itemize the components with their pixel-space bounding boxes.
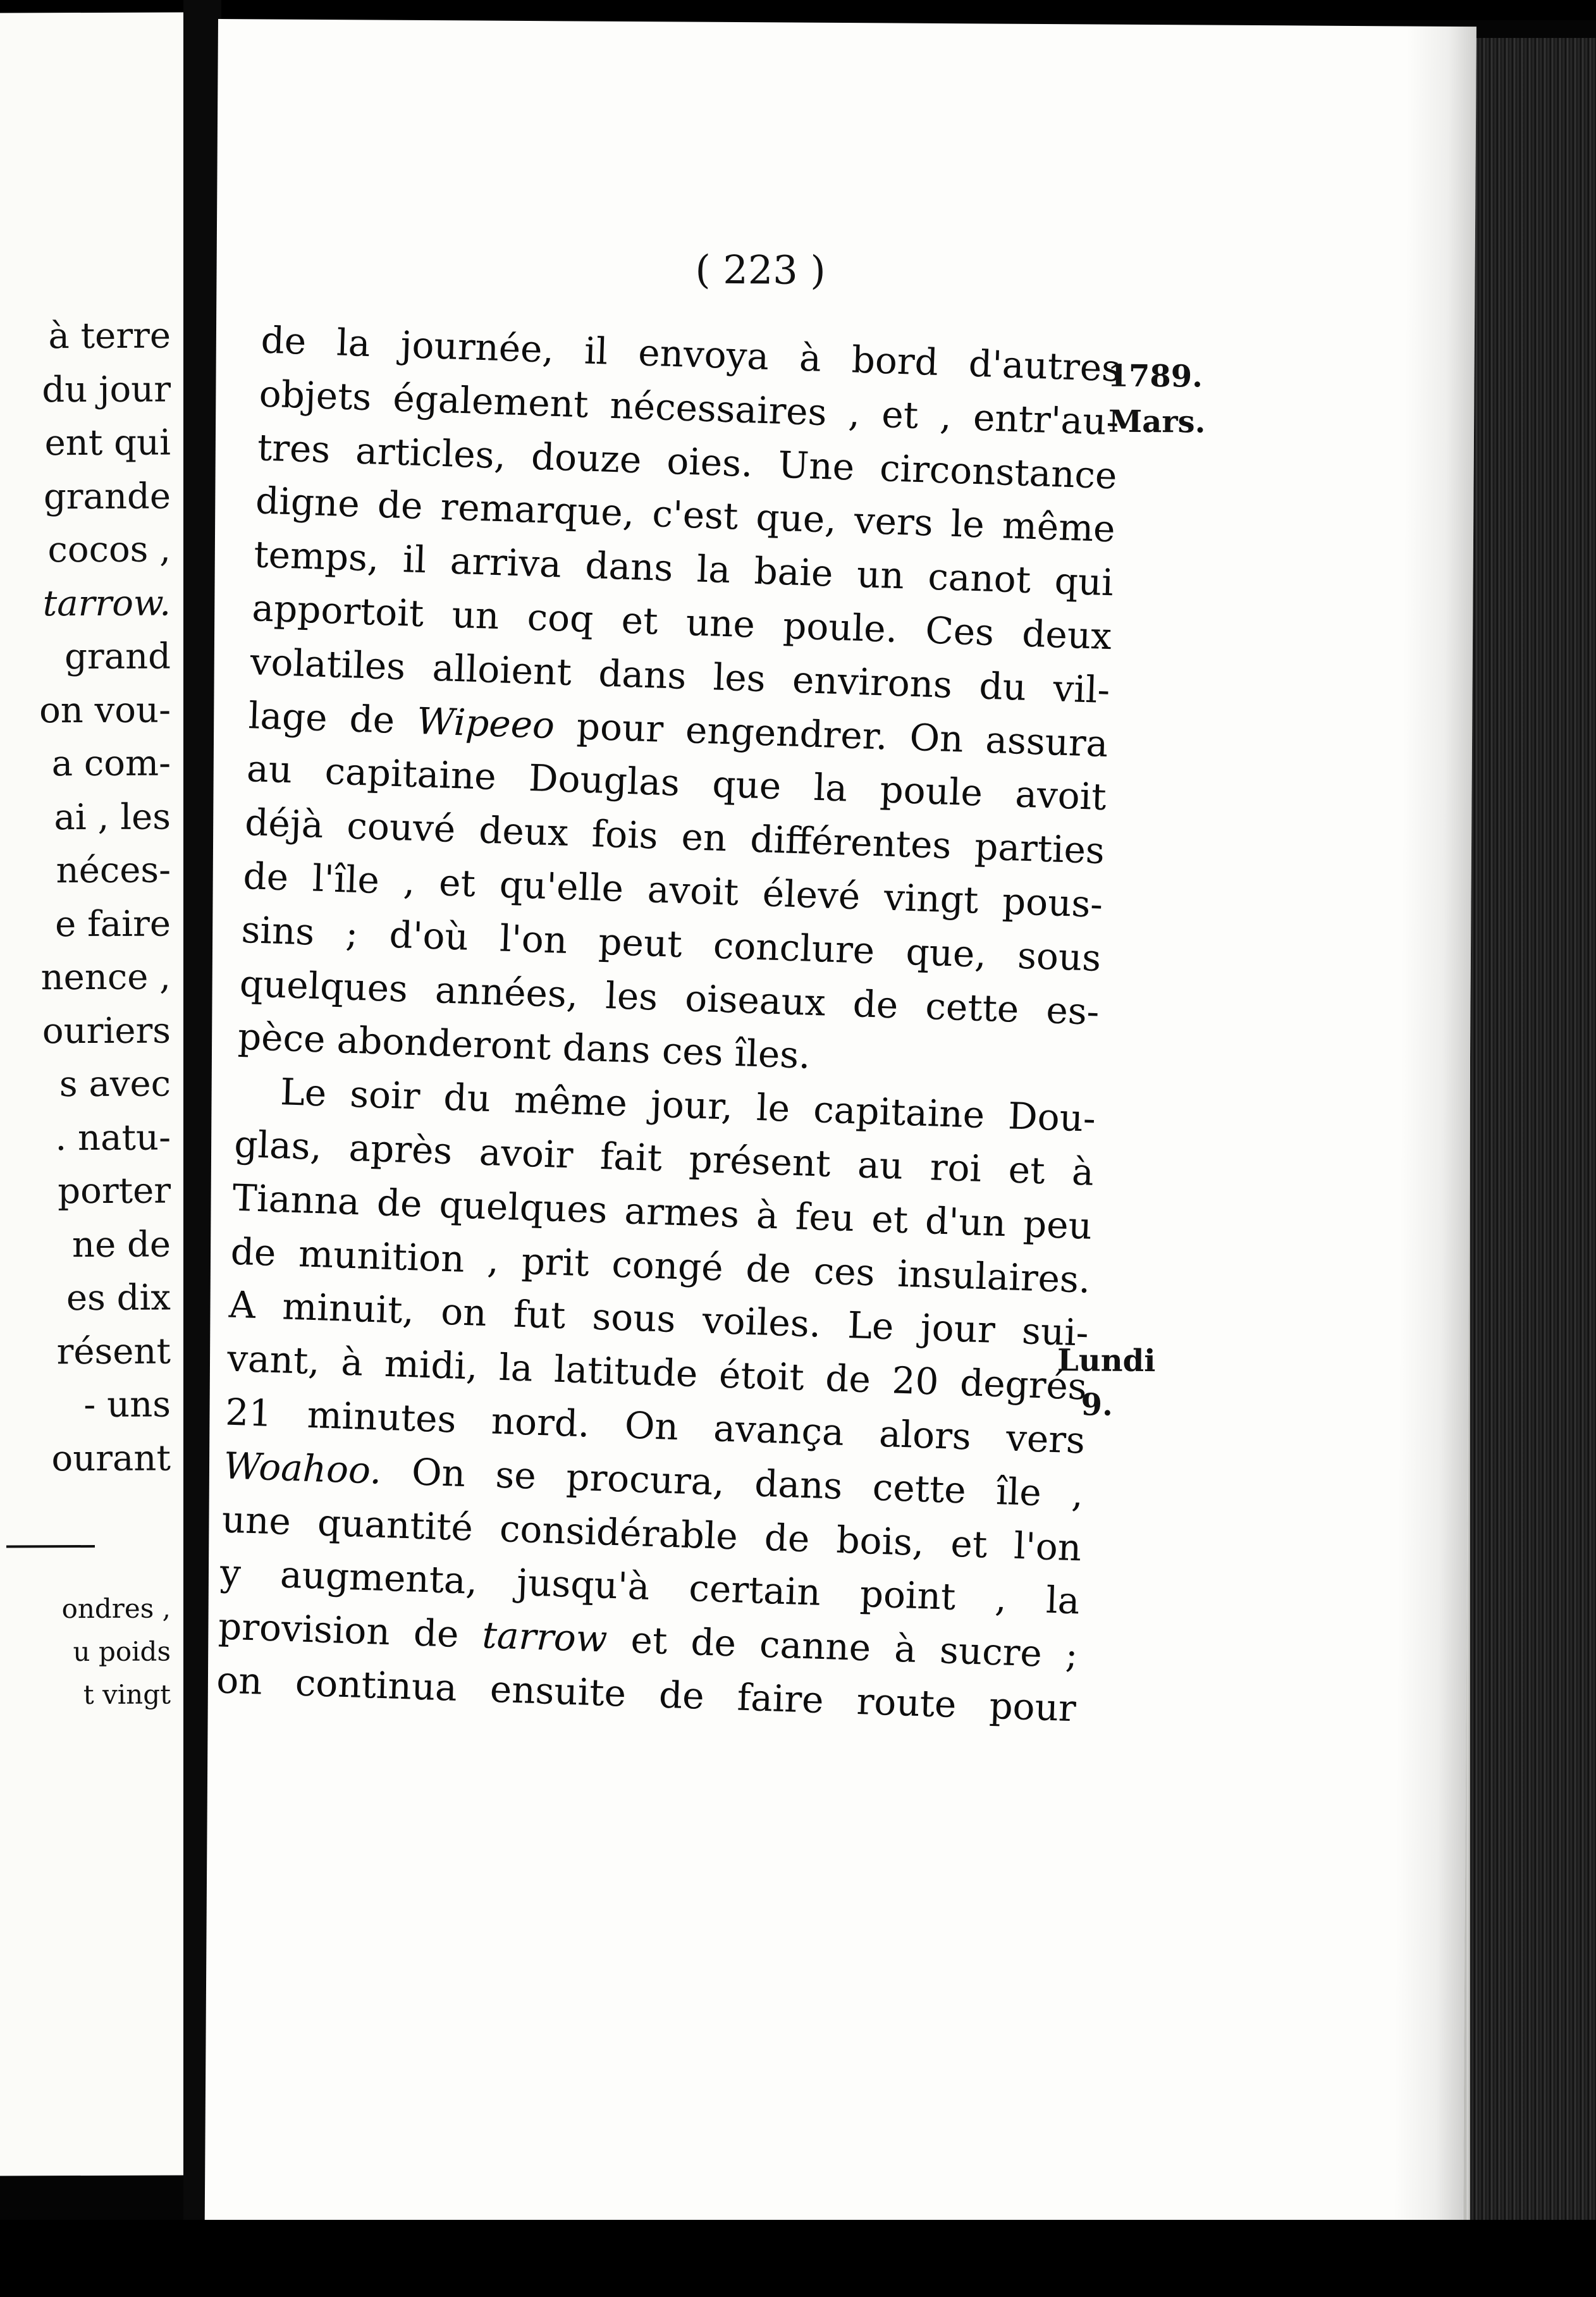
left-line: ai , les (54, 796, 171, 838)
word: de (376, 483, 424, 528)
word: et (881, 392, 919, 437)
word: arriva (449, 539, 562, 586)
word: peut (598, 920, 683, 966)
word: glas, (233, 1122, 323, 1169)
word: Ces (924, 608, 995, 655)
word: capitaine (324, 749, 497, 799)
word: que, (905, 930, 987, 976)
word: vant, (226, 1336, 321, 1383)
word: bord (850, 338, 939, 384)
word: sous (591, 1295, 677, 1341)
word: nord. (490, 1399, 591, 1446)
word: nécessaires (609, 383, 828, 434)
word: tres (257, 425, 331, 471)
word: engendrer. (685, 708, 888, 758)
page-body-text (216, 313, 1121, 1735)
word: déjà (244, 801, 324, 847)
word: jour, (649, 1082, 734, 1128)
left-line: du jour (42, 369, 171, 410)
word: canne (759, 1622, 872, 1670)
word: l'île (311, 856, 381, 902)
word: il (402, 538, 427, 582)
word: de (852, 982, 899, 1026)
left-line: - uns (83, 1384, 171, 1426)
word: au (246, 747, 293, 792)
word: de (260, 318, 307, 363)
word: à (1071, 1150, 1095, 1194)
word: qui (1053, 559, 1114, 605)
left-page-fragment (0, 12, 183, 2176)
page-shadow (1394, 26, 1476, 2231)
word: vers (1005, 1416, 1086, 1462)
word: , (939, 394, 952, 438)
word: vil- (1052, 667, 1111, 711)
word: de (825, 1357, 871, 1401)
word: tarrow (481, 1613, 608, 1661)
word: ; (345, 911, 359, 955)
left-line: s avec (59, 1063, 171, 1105)
word: 20 (891, 1358, 940, 1403)
footnote-line: ondres , (61, 1592, 171, 1625)
word: au (857, 1143, 904, 1188)
word: en (680, 815, 728, 860)
word: journée, (400, 323, 555, 371)
word: l'on (1013, 1524, 1083, 1569)
word: considérable (498, 1506, 739, 1558)
word: 21 (224, 1390, 273, 1435)
word: les (605, 973, 659, 1019)
left-line: porter (58, 1170, 171, 1212)
word: articles, (355, 429, 507, 477)
word: , (994, 1577, 1008, 1620)
word: à (756, 1193, 779, 1238)
word: route (856, 1679, 957, 1726)
word: sous (1017, 933, 1102, 980)
word: entr'au- (972, 395, 1120, 444)
word: digne (255, 479, 360, 526)
left-line: a com- (51, 742, 171, 785)
word: de (763, 1515, 811, 1560)
word: midi, (383, 1341, 479, 1388)
word: alors (878, 1412, 972, 1458)
word: même (1001, 503, 1116, 551)
word: un (451, 593, 500, 638)
word: poule (879, 768, 983, 815)
word: d'un (924, 1198, 1007, 1245)
scan-bottom-border (0, 2220, 1596, 2297)
word: de (658, 1673, 705, 1718)
word: également (392, 376, 589, 426)
word: Tianna (231, 1176, 360, 1224)
word: que, (755, 495, 837, 542)
word: bois, (835, 1518, 925, 1564)
word: degrés (959, 1361, 1088, 1408)
word: deux (478, 808, 569, 855)
word: procura, (565, 1455, 725, 1504)
word: d'autres (967, 342, 1122, 390)
word: , (1071, 1472, 1084, 1516)
word: pour (988, 1684, 1077, 1730)
word: douze (531, 434, 642, 482)
word: envoya (637, 331, 770, 379)
word: poule. (782, 604, 899, 651)
word: point (859, 1572, 957, 1619)
word: es- (1045, 988, 1100, 1033)
word: couvé (346, 804, 457, 851)
word: Dou- (1007, 1094, 1096, 1140)
word: , (486, 1238, 500, 1282)
left-line: ne de (72, 1224, 171, 1266)
word: et (950, 1522, 988, 1567)
right-page (205, 19, 1476, 2231)
word: d'où (388, 913, 470, 959)
word: lage (247, 693, 328, 739)
word: vingt (883, 875, 979, 922)
word: prit (520, 1239, 590, 1284)
left-line: néces- (56, 849, 171, 892)
word: circonstance (879, 446, 1118, 497)
word: on (216, 1658, 263, 1703)
word: à (340, 1340, 364, 1384)
word: roi (929, 1145, 983, 1190)
word: et (871, 1197, 909, 1241)
word: avoir (478, 1130, 574, 1177)
left-line: tarrow. (42, 582, 171, 624)
word: quelques (438, 1183, 608, 1232)
left-page-text (0, 310, 171, 1486)
word: de (376, 1181, 423, 1226)
word: ensuite (489, 1667, 627, 1715)
word: étoit (718, 1353, 805, 1399)
word: On (623, 1403, 680, 1449)
word: oies. (666, 439, 754, 485)
left-line: cocos , (47, 529, 171, 571)
word: armes (623, 1188, 740, 1236)
word: avança (713, 1407, 845, 1454)
word: même (513, 1078, 628, 1125)
word: On (410, 1450, 467, 1495)
word: feu (794, 1194, 856, 1240)
word: sins (240, 908, 316, 954)
word: la (813, 766, 849, 810)
word: les (712, 655, 766, 700)
footnote-line: u poids (73, 1635, 171, 1668)
word: île (995, 1469, 1042, 1515)
left-line: e faire (55, 903, 171, 945)
word: sucre (939, 1629, 1043, 1675)
word: On (909, 715, 964, 761)
word: canot (927, 555, 1032, 602)
word: l'on (499, 916, 568, 962)
word: à (799, 336, 822, 380)
word: oiseaux (684, 976, 826, 1025)
word: dans (754, 1462, 844, 1508)
word: volatiles (249, 639, 407, 689)
left-line: grand (64, 636, 171, 678)
left-line: résent (56, 1331, 171, 1372)
word: cette (924, 984, 1020, 1031)
word: voiles. (701, 1298, 822, 1346)
word: du (978, 664, 1028, 709)
word: vers (853, 499, 934, 545)
left-line: . natu- (55, 1117, 171, 1159)
word: ces (813, 1248, 876, 1294)
word: la (336, 321, 371, 366)
left-line: on vou- (39, 689, 171, 731)
word: un (856, 553, 905, 598)
margin-note-day: Lundi (1057, 1343, 1156, 1379)
word: la (696, 547, 732, 592)
footnote-line: t vingt (83, 1678, 171, 1711)
margin-note-year: 1789. (1107, 358, 1203, 395)
left-line: grande (43, 476, 171, 517)
word: congé (611, 1242, 724, 1289)
word: capitaine (813, 1088, 986, 1137)
word: et (438, 861, 477, 906)
margin-note-day-number: 9. (1081, 1387, 1113, 1423)
word: quelques (238, 961, 408, 1011)
word: Wipeeo (416, 699, 556, 747)
left-line: nence , (40, 956, 171, 999)
word: quantité (317, 1500, 474, 1549)
left-line: ouriers (42, 1010, 171, 1052)
word: du (443, 1075, 492, 1121)
word: c'est (651, 492, 739, 538)
word: de (230, 1229, 277, 1274)
word: insulaires. (897, 1252, 1091, 1302)
word: fut (512, 1292, 567, 1338)
word: A (228, 1283, 257, 1327)
word: , (847, 391, 861, 435)
word: qu'elle (498, 863, 625, 910)
word: après (348, 1126, 453, 1173)
word: minuit, (281, 1284, 415, 1333)
word: temps, (253, 533, 380, 580)
word: pous- (1002, 879, 1103, 926)
word: avoit (646, 868, 740, 914)
word: fois (591, 812, 659, 858)
word: deux (1021, 612, 1113, 658)
word: élevé (761, 871, 861, 918)
word: et (630, 1618, 668, 1663)
left-page-footnotes (0, 1587, 171, 1717)
word: provision (218, 1604, 391, 1654)
margin-note-month: Mars. (1108, 403, 1206, 440)
word: minutes (306, 1393, 457, 1441)
word: le (950, 502, 985, 546)
word: conclure (712, 923, 876, 972)
word: parties (974, 825, 1105, 873)
word: il (583, 329, 609, 373)
word: ; (1064, 1632, 1079, 1677)
word: une (685, 600, 756, 646)
word: années, (434, 968, 579, 1016)
word: cette (871, 1465, 967, 1512)
word: coq (526, 595, 594, 641)
word: dans (598, 651, 687, 698)
word: de (348, 696, 396, 742)
word: présent (688, 1137, 832, 1185)
word: de (690, 1620, 737, 1665)
left-line: à terre (48, 315, 171, 357)
word: environs (792, 658, 953, 706)
word: faire (736, 1675, 825, 1721)
word: soir (349, 1072, 421, 1118)
word: jour (919, 1306, 996, 1352)
footnote-rule (6, 1545, 95, 1548)
word: la (498, 1345, 534, 1390)
word: que (711, 762, 782, 808)
word: différentes (749, 817, 952, 868)
word: pour (575, 704, 665, 751)
word: apportoit (251, 586, 425, 636)
word: à (893, 1627, 918, 1672)
text-line-content: pèce abonderont dans ces îles. (237, 1015, 811, 1078)
word: Une (777, 443, 856, 489)
word: continua (294, 1661, 458, 1709)
word: avoit (1014, 772, 1107, 819)
word: y (219, 1551, 242, 1595)
word: la (1045, 1579, 1081, 1623)
word: se (494, 1453, 537, 1498)
page-number: ( 223 ) (695, 246, 826, 293)
word: on (440, 1290, 488, 1335)
word: de (412, 1611, 460, 1656)
left-line: es dix (66, 1277, 171, 1319)
word: sui- (1021, 1309, 1090, 1355)
left-line: ent qui (44, 422, 171, 464)
word: Le (847, 1303, 895, 1348)
word: baie (753, 549, 834, 595)
word: , (402, 859, 416, 903)
left-line: ourant (51, 1438, 171, 1479)
word: de (242, 854, 290, 899)
word: munition (298, 1231, 465, 1281)
word: certain (688, 1567, 821, 1615)
word: jusqu'à (516, 1561, 651, 1609)
word: augmenta, (279, 1553, 479, 1603)
word: une (221, 1497, 292, 1543)
word: remarque, (439, 485, 635, 535)
word: de (745, 1247, 792, 1291)
word: assura (985, 718, 1109, 765)
word: Le (279, 1070, 328, 1115)
word: alloient (431, 646, 572, 694)
word: objets (258, 372, 372, 419)
word: dans (584, 543, 674, 590)
word: et (620, 598, 659, 643)
word: le (756, 1086, 791, 1130)
word: peu (1022, 1202, 1093, 1248)
word: fait (599, 1134, 663, 1180)
scan-top-border (0, 0, 1596, 20)
word: et (1007, 1148, 1046, 1193)
word: Douglas (528, 756, 680, 805)
word: Woahoo. (223, 1444, 383, 1493)
word: latitude (553, 1347, 699, 1396)
